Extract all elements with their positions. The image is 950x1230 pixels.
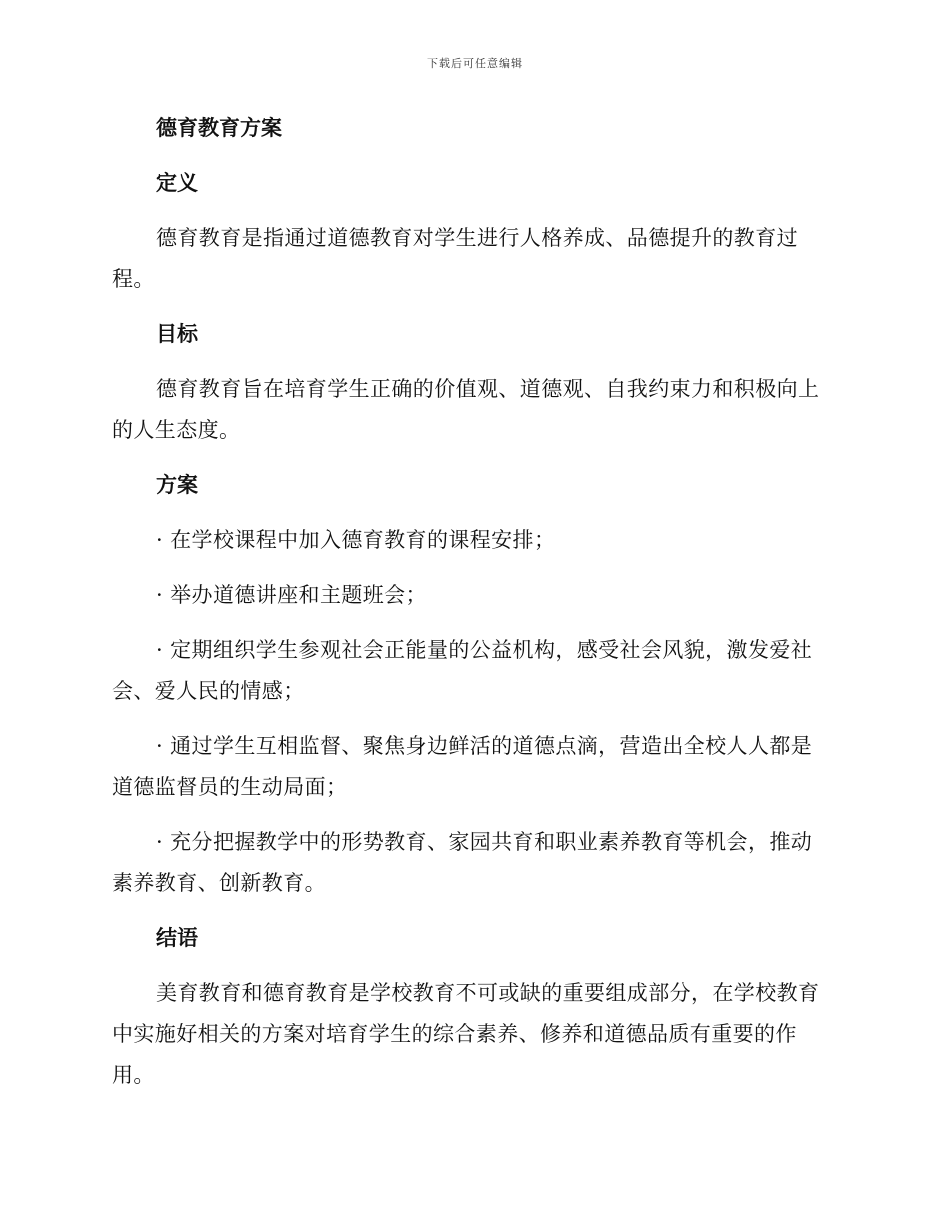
page-header-note: 下载后可任意编辑 <box>427 57 523 70</box>
section-heading-conclusion: 结语 <box>156 926 198 950</box>
section-heading-definition: 定义 <box>156 171 198 195</box>
document-body <box>112 108 832 1096</box>
plan-list-item: · 通过学生互相监督、聚焦身边鲜活的道德点滴，营造出全校人人都是道德监督员的生动局面； <box>112 734 813 799</box>
conclusion-paragraph: 美育教育和德育教育是学校教育不可或缺的重要组成部分，在学校教育中实施好相关的方案对培育学生的综合素养、修养和道德品质有重要的作用。 <box>112 981 820 1087</box>
definition-paragraph: 德育教育是指通过道德教育对学生进行人格养成、品德提升的教育过程。 <box>112 226 798 291</box>
section-heading-plan: 方案 <box>156 473 198 497</box>
plan-list-item: · 举办道德讲座和主题班会； <box>156 583 427 607</box>
plan-list-item: · 定期组织学生参观社会正能量的公益机构，感受社会风貌，激发爱社会、爱人民的情感； <box>112 638 813 703</box>
plan-list-item: · 在学校课程中加入德育教育的课程安排； <box>156 528 556 552</box>
goal-paragraph: 德育教育旨在培育学生正确的价值观、道德观、自我约束力和积极向上的人生态度。 <box>112 377 820 442</box>
document-title: 德育教育方案 <box>156 116 282 140</box>
section-heading-goal: 目标 <box>156 322 198 346</box>
plan-list-item: · 充分把握教学中的形势教育、家园共育和职业素养教育等机会，推动素养教育、创新教育。 <box>112 830 813 895</box>
